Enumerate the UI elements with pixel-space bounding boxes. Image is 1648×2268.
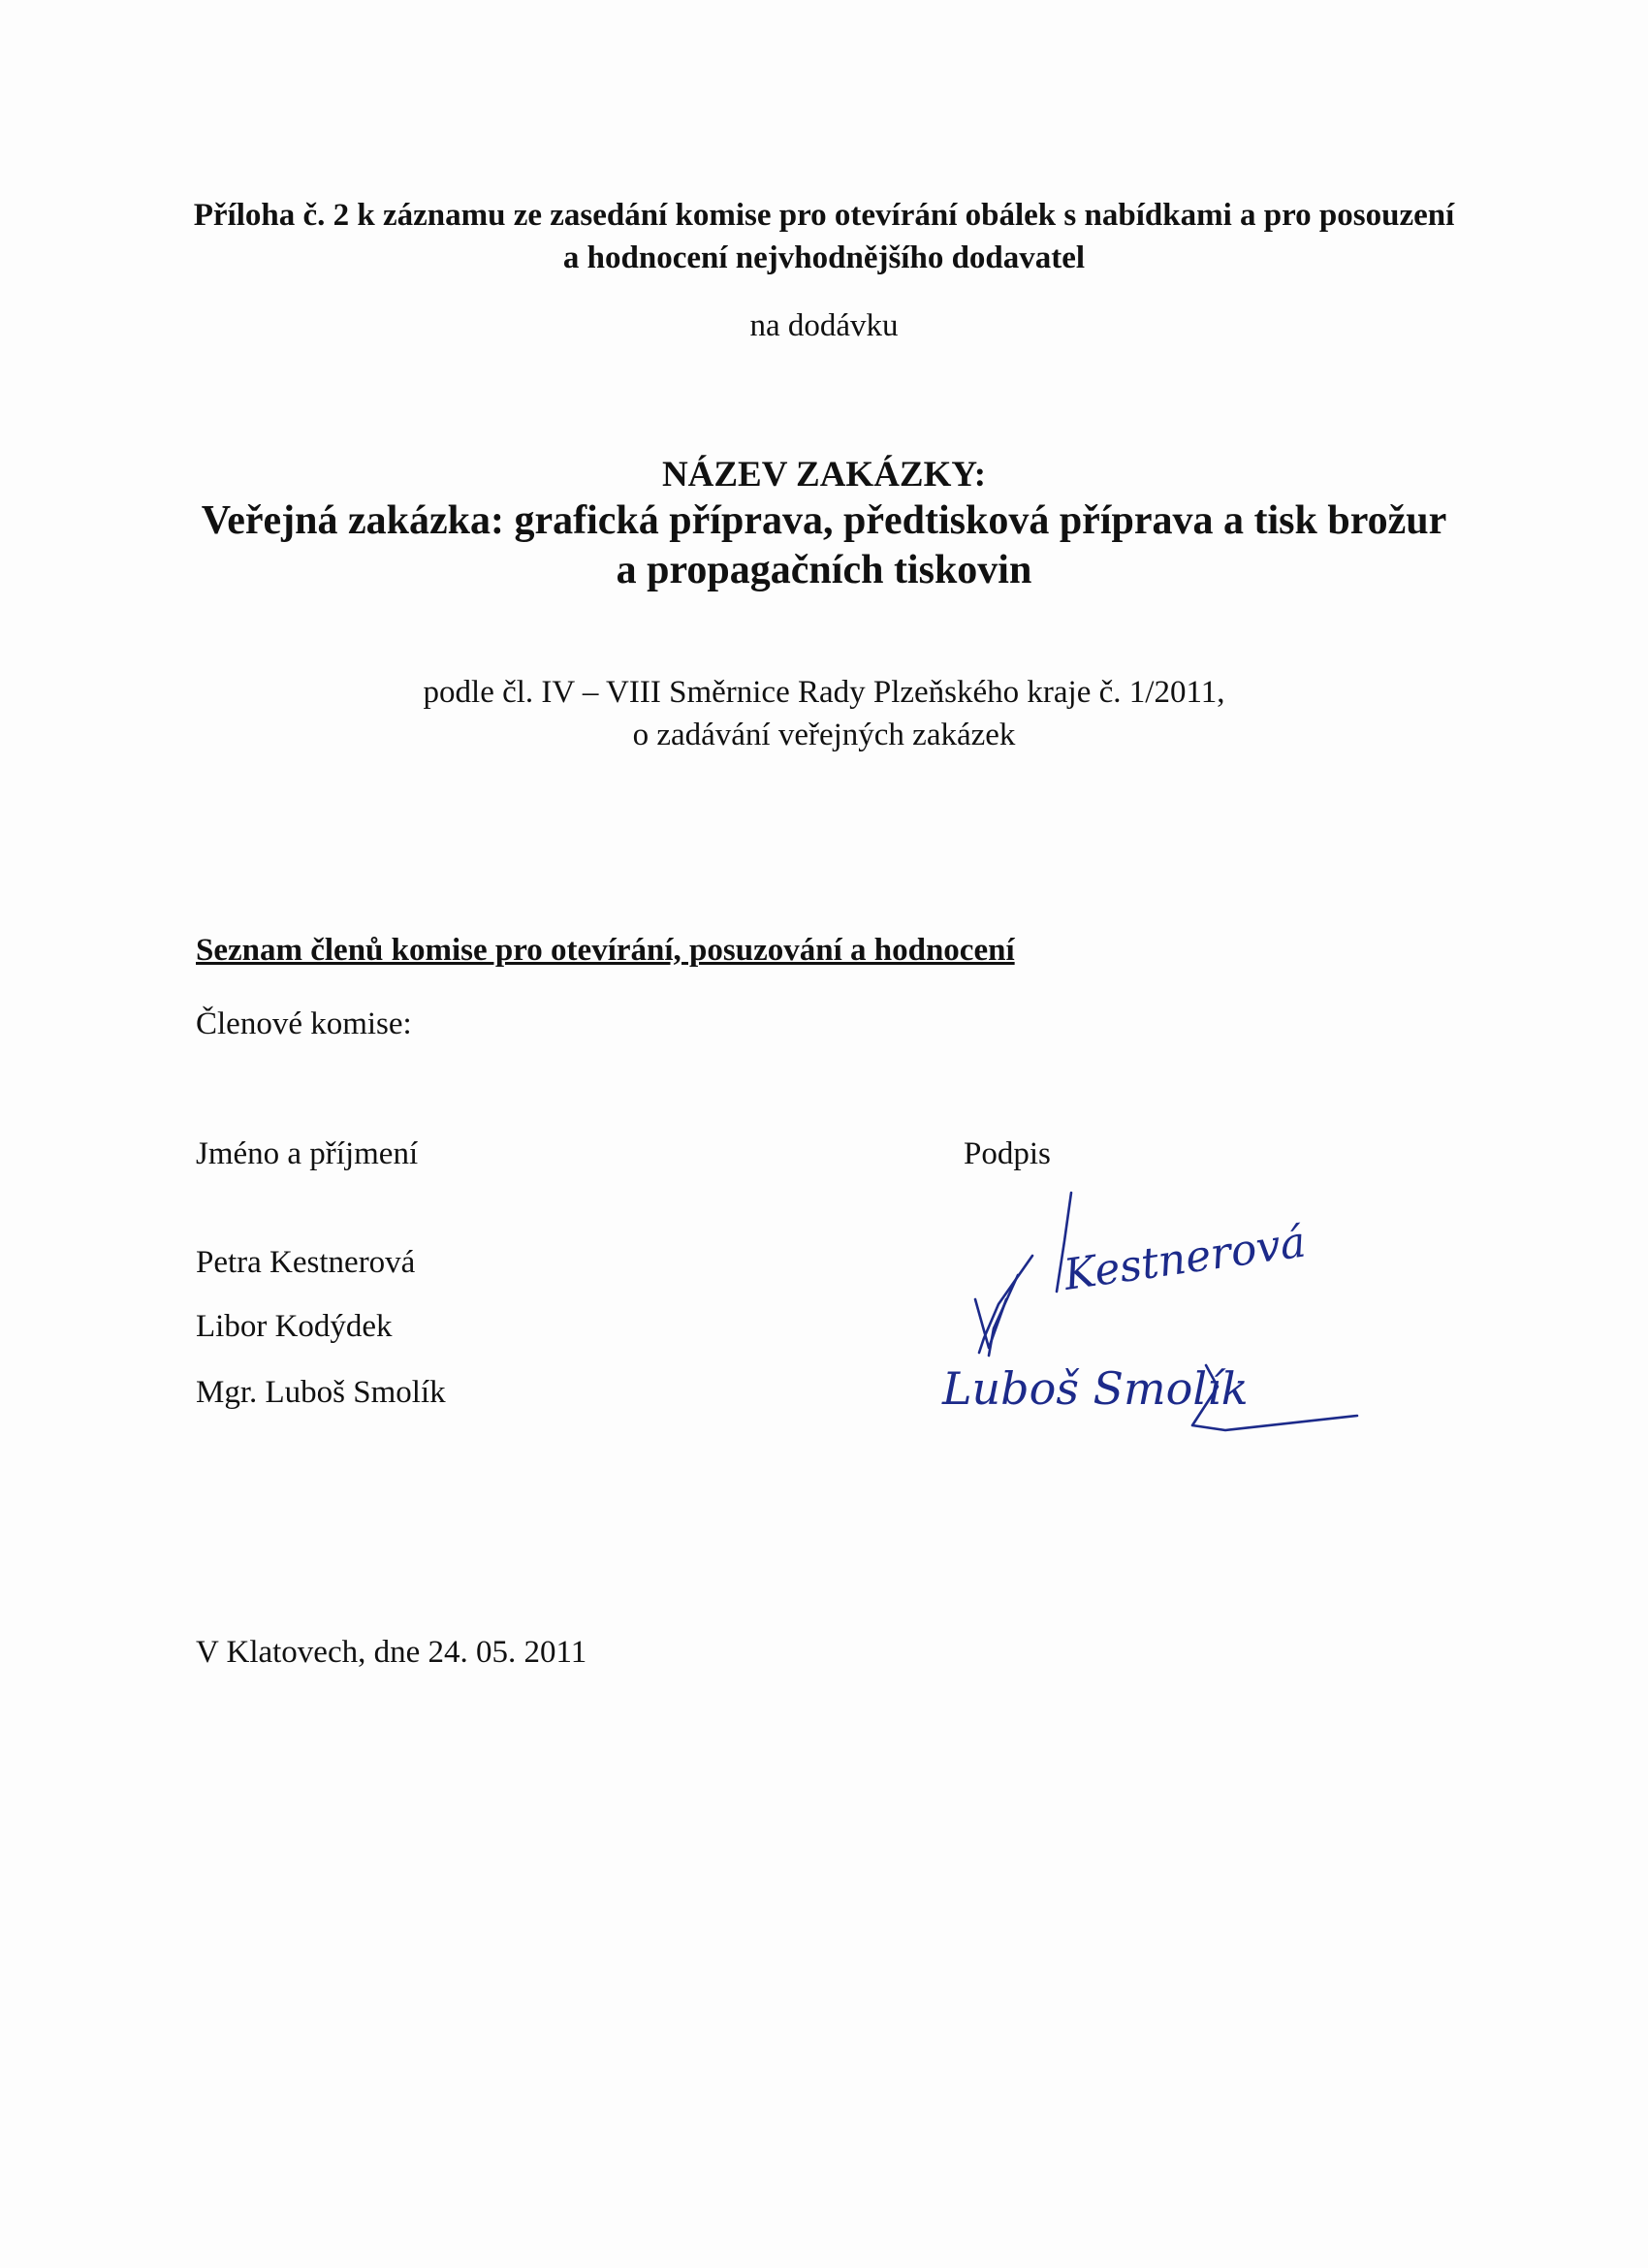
member-name: Mgr. Luboš Smolík — [196, 1375, 446, 1410]
member-name: Petra Kestnerová — [196, 1245, 416, 1280]
place-date: V Klatovech, dne 24. 05. 2011 — [196, 1635, 587, 1670]
svg-text:Kestnerová: Kestnerová — [1061, 1217, 1310, 1300]
members-label: Členové komise: — [196, 1006, 412, 1041]
header-line-1: Příloha č. 2 k záznamu ze zasedání komise pro otevírání obálek s nabídkami a pro posouzení — [193, 198, 1455, 233]
project-title-line-2: a propagačních tiskovin — [616, 548, 1032, 592]
subtitle: na dodávku — [749, 308, 899, 343]
svg-text:Luboš Smolík: Luboš Smolík — [942, 1362, 1249, 1415]
column-signature-header: Podpis — [964, 1136, 1051, 1171]
column-name-header: Jméno a příjmení — [196, 1136, 419, 1171]
handwritten-signatures — [892, 1183, 1377, 1474]
project-title-line-1: Veřejná zakázka: grafická příprava, předtisková příprava a tisk brožur — [201, 498, 1447, 543]
signature-smolik — [941, 1362, 1357, 1430]
regulation-line-1: podle čl. IV – VIII Směrnice Rady Plzeňského kraje č. 1/2011, — [423, 675, 1225, 710]
project-label: NÁZEV ZAKÁZKY: — [661, 455, 987, 495]
regulation-line-2: o zadávání veřejných zakázek — [632, 718, 1016, 752]
header-line-2: a hodnocení nejvhodnějšího dodavatel — [562, 240, 1086, 275]
committee-section-title: Seznam členů komise pro otevírání, posuzování a hodnocení — [196, 933, 1015, 968]
signature-kestnerova — [1057, 1193, 1309, 1300]
signature-kodydek — [975, 1256, 1032, 1356]
member-name: Libor Kodýdek — [196, 1309, 393, 1344]
